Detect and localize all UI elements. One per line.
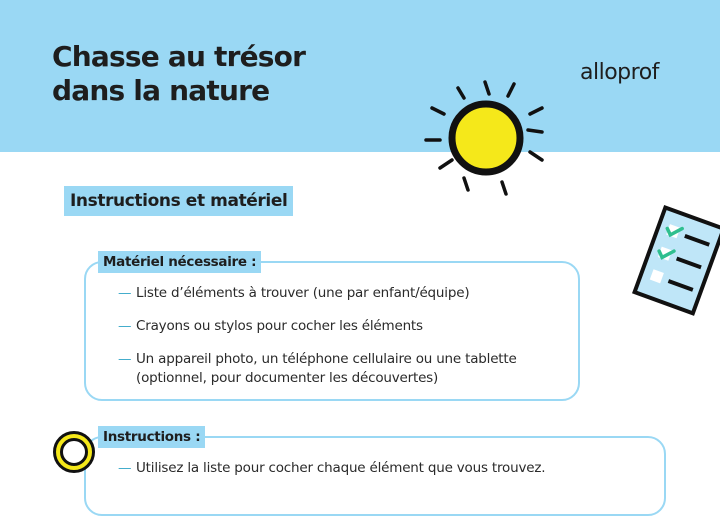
- list-item-text: Liste d’éléments à trouver (une par enfant/équipe): [136, 285, 470, 301]
- instructions-list: [118, 459, 658, 492]
- list-item: [118, 459, 658, 478]
- checklist-icon: [630, 200, 720, 320]
- materials-label: Matériel nécessaire :: [98, 251, 261, 273]
- section-heading: Instructions et matériel: [64, 186, 293, 216]
- materials-list: [118, 284, 568, 402]
- list-item-text: Un appareil photo, un téléphone cellulaire ou une tablette (optionnel, pour documenter les découvertes): [136, 351, 517, 386]
- list-item-text: Utilisez la liste pour cocher chaque élément que vous trouvez.: [136, 460, 546, 476]
- sun-icon: [418, 78, 558, 198]
- dash-icon: —: [118, 318, 132, 334]
- page-title-line1: Chasse au trésor: [52, 40, 306, 73]
- list-item-text: Crayons ou stylos pour cocher les éléments: [136, 318, 423, 334]
- list-item: [118, 350, 568, 388]
- page-title-line2: dans la nature: [52, 74, 270, 107]
- page-title: [52, 40, 305, 108]
- list-item: [118, 284, 568, 303]
- dash-icon: —: [118, 351, 132, 367]
- instructions-label: Instructions :: [98, 426, 205, 448]
- list-item: [118, 317, 568, 336]
- magnifying-glass-icon: [52, 428, 96, 480]
- dash-icon: —: [118, 285, 132, 301]
- alloprof-logo[interactable]: alloprof: [580, 60, 659, 85]
- dash-icon: —: [118, 460, 132, 476]
